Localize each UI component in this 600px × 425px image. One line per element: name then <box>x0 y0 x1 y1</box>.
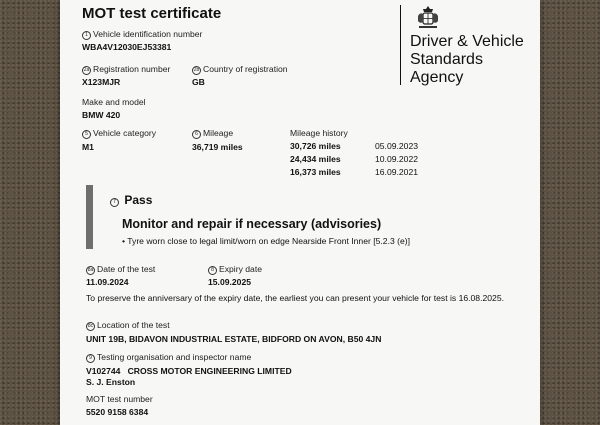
mileage-history-list <box>290 141 418 177</box>
registration-value: X123MJR <box>82 77 121 87</box>
history-date: 10.09.2022 <box>375 154 419 164</box>
category-number-badge: 5 <box>82 130 91 139</box>
agency-name <box>410 33 524 87</box>
vin-label-text: Vehicle identification number <box>93 29 203 39</box>
make-label: Make and model <box>82 97 146 107</box>
organisation-value: V102744 CROSS MOTOR ENGINEERING LIMITED <box>86 366 292 376</box>
registration-number-badge: 2a <box>83 67 90 73</box>
test-date-value: 11.09.2024 <box>86 277 129 287</box>
history-row <box>290 154 418 164</box>
history-row <box>290 141 418 151</box>
country-number-badge: 2b <box>193 67 200 73</box>
agency-name-line2: Standards <box>410 51 483 68</box>
mileage-number-badge: 6 <box>192 130 201 139</box>
result-text: Pass <box>124 193 153 207</box>
location-number-badge: 8c <box>87 323 94 329</box>
registration-label <box>82 64 170 75</box>
advisory-item: • Tyre worn close to legal limit/worn on edge Nearside Front Inner [5.2.3 (e)] <box>122 236 411 246</box>
expiry-label-text: Expiry date <box>219 264 262 274</box>
category-value: M1 <box>82 142 94 152</box>
inspector-name: S. J. Enston <box>86 377 136 387</box>
agency-name-line3: Agency <box>410 69 464 86</box>
history-miles: 30,726 miles <box>290 141 341 151</box>
country-label-text: Country of registration <box>203 64 288 74</box>
result <box>110 193 152 207</box>
anniversary-note: To preserve the anniversary of the expiry date, the earliest you can present your vehicle for test is 16.08.2025. <box>86 293 504 303</box>
test-number-label: MOT test number <box>86 394 153 404</box>
organisation-label-text: Testing organisation and inspector name <box>97 352 252 362</box>
location-value: UNIT 19B, BIDAVON INDUSTRIAL ESTATE, BIDFORD ON AVON, B50 4JN <box>86 334 382 344</box>
mileage-value: 36,719 miles <box>192 142 243 152</box>
location-label-text: Location of the test <box>97 320 170 330</box>
category-label <box>82 128 156 139</box>
agency-name-line1: Driver & Vehicle <box>410 33 524 50</box>
organisation-label <box>86 352 251 363</box>
expiry-value: 15.09.2025 <box>208 277 252 287</box>
advisories-title: Monitor and repair if necessary (advisories) <box>122 217 382 231</box>
country-value: GB <box>192 77 205 87</box>
registration-label-text: Registration number <box>93 64 171 74</box>
country-label <box>192 64 288 75</box>
certificate-title: MOT test certificate <box>82 5 222 22</box>
mot-certificate <box>60 0 540 425</box>
expiry-number-badge: 8 <box>208 266 217 275</box>
vin-label <box>82 29 202 40</box>
history-miles: 24,434 miles <box>290 154 341 164</box>
mileage-label-text: Mileage <box>203 128 234 138</box>
history-date: 16.09.2021 <box>375 167 419 177</box>
location-label <box>86 320 170 331</box>
make-value: BMW 420 <box>82 110 121 120</box>
history-date: 05.09.2023 <box>375 141 419 151</box>
expiry-label <box>208 264 262 275</box>
mileage-history-label: Mileage history <box>290 128 348 138</box>
test-date-label <box>86 264 155 275</box>
vin-number-badge: 1 <box>82 31 91 40</box>
test-date-label-text: Date of the test <box>97 264 156 274</box>
result-number-badge: 7 <box>110 198 119 207</box>
test-date-number-badge: 8a <box>87 267 94 273</box>
history-row <box>290 167 418 177</box>
test-number-value: 5520 9158 6384 <box>86 407 149 417</box>
result-bar <box>86 185 93 249</box>
mileage-label <box>192 128 233 139</box>
royal-crest-icon <box>415 4 441 30</box>
category-label-text: Vehicle category <box>93 128 157 138</box>
agency-divider <box>400 5 401 85</box>
vin-value: WBA4V12030EJ53381 <box>82 42 172 52</box>
history-miles: 16,373 miles <box>290 167 341 177</box>
organisation-number-badge: 9 <box>86 354 95 363</box>
